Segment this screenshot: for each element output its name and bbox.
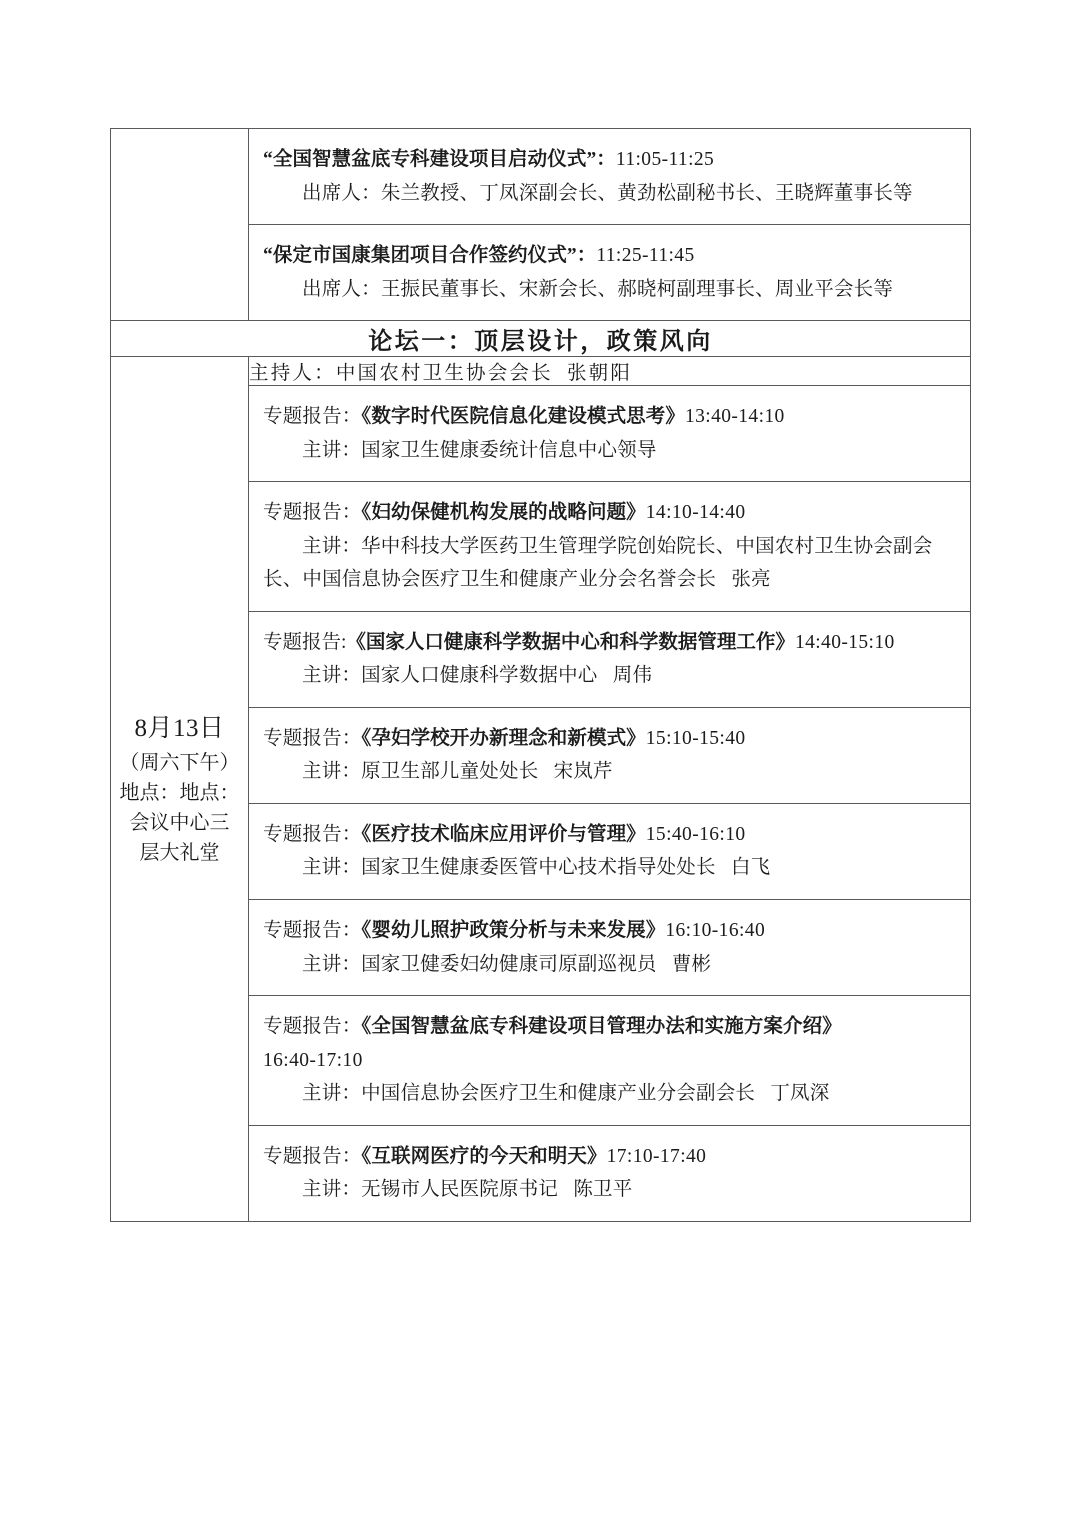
venue-line-1: 地点：地点： xyxy=(119,781,240,804)
session-title: 《医疗技术临床应用评价与管理》 xyxy=(361,823,646,845)
session-cell xyxy=(249,803,971,899)
speaker-name: 丁凤深 xyxy=(770,1083,830,1105)
session-label: 专题报告： xyxy=(263,1145,362,1167)
session-time: 14:40-15:10 xyxy=(794,631,895,653)
session-cell xyxy=(249,482,971,612)
session-title: 《数字时代医院信息化建设模式思考》 xyxy=(361,406,685,428)
ceremony-cell xyxy=(249,129,971,225)
ceremony-time: 11:05-11:25 xyxy=(615,149,715,170)
session-title: 《全国智慧盆底专科建设项目管理办法和实施方案介绍》 xyxy=(361,1016,842,1038)
agenda-table xyxy=(110,128,971,1222)
host-label: 主持人： xyxy=(249,363,336,385)
forum-banner-cell xyxy=(111,321,971,357)
session-time: 16:40-17:10 xyxy=(263,1049,363,1071)
host-name: 张朝阳 xyxy=(566,363,633,385)
speaker-name: 曹彬 xyxy=(671,953,712,975)
session-title: 《互联网医疗的今天和明天》 xyxy=(361,1145,607,1167)
venue-line-3: 层大礼堂 xyxy=(139,841,220,864)
session-time: 14:10-14:40 xyxy=(645,502,746,524)
session-title: 《妇幼保健机构发展的战略问题》 xyxy=(361,502,646,524)
session-title: 《婴幼儿照护政策分析与未来发展》 xyxy=(361,919,666,941)
speaker-affiliation: 国家卫健委妇幼健康司原副巡视员 xyxy=(361,953,657,975)
speaker-label: 主讲： xyxy=(302,1179,362,1201)
session-label: 专题报告： xyxy=(263,1016,362,1038)
speaker-affiliation: 国家卫生健康委医管中心技术指导处处长 xyxy=(361,857,716,879)
table-row xyxy=(111,129,971,225)
session-label: 专题报告： xyxy=(263,823,362,845)
speaker-affiliation: 原卫生部儿童处处长 xyxy=(361,761,539,783)
speaker-label: 主讲： xyxy=(302,761,362,783)
session-cell xyxy=(249,707,971,803)
speaker-name: 周伟 xyxy=(612,665,653,687)
session-label: 专题报告: xyxy=(263,631,347,653)
ceremony-cell xyxy=(249,225,971,321)
session-label: 专题报告： xyxy=(263,727,362,749)
session-time: 15:40-16:10 xyxy=(645,823,746,845)
speaker-label: 主讲： xyxy=(302,953,362,975)
speaker-label: 主讲： xyxy=(302,857,362,879)
session-time: 13:40-14:10 xyxy=(684,406,785,428)
session-label: 专题报告： xyxy=(263,502,362,524)
date-weekday: （周六下午） xyxy=(119,751,240,774)
session-cell xyxy=(249,611,971,707)
speaker-name: 宋岚芹 xyxy=(553,761,613,783)
speaker-affiliation: 中国信息协会医疗卫生和健康产业分会副会长 xyxy=(361,1083,756,1105)
speaker-name: 张亮 xyxy=(731,569,771,591)
host-affiliation: 中国农村卫生协会会长 xyxy=(335,363,553,385)
date-day: 8月13日 xyxy=(134,715,225,743)
ceremony-time: 11:25-11:45 xyxy=(596,245,695,267)
speaker-label: 主讲： xyxy=(302,439,362,461)
table-row-forum-banner xyxy=(111,321,971,357)
venue-line-2: 会议中心三 xyxy=(129,811,230,834)
ceremony-attendees-label: 出席人： xyxy=(302,278,381,300)
speaker-affiliation: 国家卫生健康委统计信息中心领导 xyxy=(361,439,657,461)
session-time: 15:10-15:40 xyxy=(645,727,746,749)
speaker-affiliation: 华中科技大学医药卫生管理学院创始院长、中国农村卫生协会副会长、中国信息协会医疗卫生和健康产业分会名誉会长 xyxy=(263,535,933,591)
forum-title: 论坛一：顶层设计，政策风向 xyxy=(368,329,713,356)
speaker-label: 主讲： xyxy=(302,535,362,557)
session-time: 16:10-16:40 xyxy=(665,919,766,941)
session-label: 专题报告： xyxy=(263,406,362,428)
speaker-affiliation: 国家人口健康科学数据中心 xyxy=(361,665,598,687)
date-venue xyxy=(111,778,248,868)
ceremony-attendees: 王振民董事长、宋新会长、郝晓柯副理事长、周业平会长等 xyxy=(380,278,894,300)
session-label: 专题报告： xyxy=(263,919,362,941)
host-cell xyxy=(249,357,971,386)
session-cell xyxy=(249,899,971,995)
speaker-label: 主讲： xyxy=(302,1083,362,1105)
speaker-label: 主讲： xyxy=(302,665,362,687)
date-location-cell xyxy=(111,357,249,1222)
session-time: 17:10-17:40 xyxy=(606,1145,707,1167)
speaker-affiliation: 无锡市人民医院原书记 xyxy=(361,1179,559,1201)
session-cell xyxy=(249,386,971,482)
table-row xyxy=(111,357,971,386)
session-title: 《孕妇学校开办新理念和新模式》 xyxy=(361,727,646,749)
session-title: 《国家人口健康科学数据中心和科学数据管理工作》 xyxy=(346,631,795,653)
speaker-name: 陈卫平 xyxy=(573,1179,633,1201)
ceremony-attendees: 朱兰教授、丁凤深副会长、黄劲松副秘书长、王晓辉董事长等 xyxy=(380,182,913,204)
ceremony-attendees-label: 出席人： xyxy=(302,182,381,204)
session-cell xyxy=(249,1125,971,1221)
speaker-name: 白飞 xyxy=(730,857,771,879)
ceremony-title: “保定市国康集团项目合作签约仪式”： xyxy=(263,245,597,267)
session-cell xyxy=(249,996,971,1126)
date-column-blank xyxy=(111,129,249,321)
ceremony-title: “全国智慧盆底专科建设项目启动仪式”： xyxy=(263,149,616,170)
